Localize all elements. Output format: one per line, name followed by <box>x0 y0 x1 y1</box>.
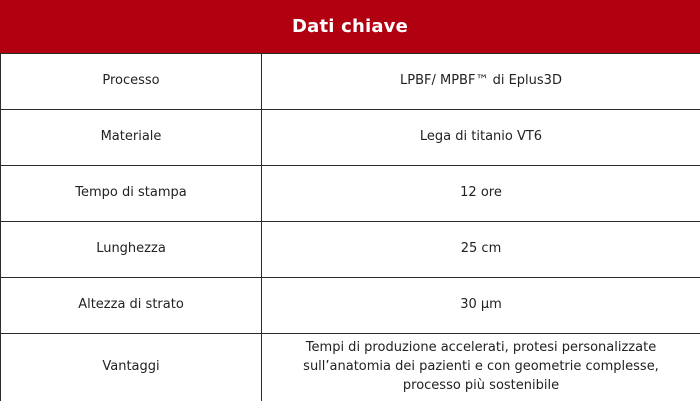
row-label: Lunghezza <box>1 222 262 278</box>
table-row <box>1 334 700 401</box>
row-value: Tempi di produzione accelerati, protesi personalizzate sull’anatomia dei pazienti e con geometrie complesse, processo più sostenibile <box>262 334 700 401</box>
table-row <box>1 222 700 278</box>
table-row <box>1 166 700 222</box>
table-row <box>1 54 700 110</box>
row-label: Tempo di stampa <box>1 166 262 222</box>
row-label: Materiale <box>1 110 262 166</box>
row-label: Processo <box>1 54 262 110</box>
table-row <box>1 278 700 334</box>
row-value: 25 cm <box>262 222 700 278</box>
row-value: Lega di titanio VT6 <box>262 110 700 166</box>
key-data-table <box>0 53 700 401</box>
row-label: Vantaggi <box>1 334 262 401</box>
table-title: Dati chiave <box>0 0 700 53</box>
row-value: 30 μm <box>262 278 700 334</box>
row-label: Altezza di strato <box>1 278 262 334</box>
row-value: 12 ore <box>262 166 700 222</box>
row-value: LPBF/ MPBF™ di Eplus3D <box>262 54 700 110</box>
table-row <box>1 110 700 166</box>
